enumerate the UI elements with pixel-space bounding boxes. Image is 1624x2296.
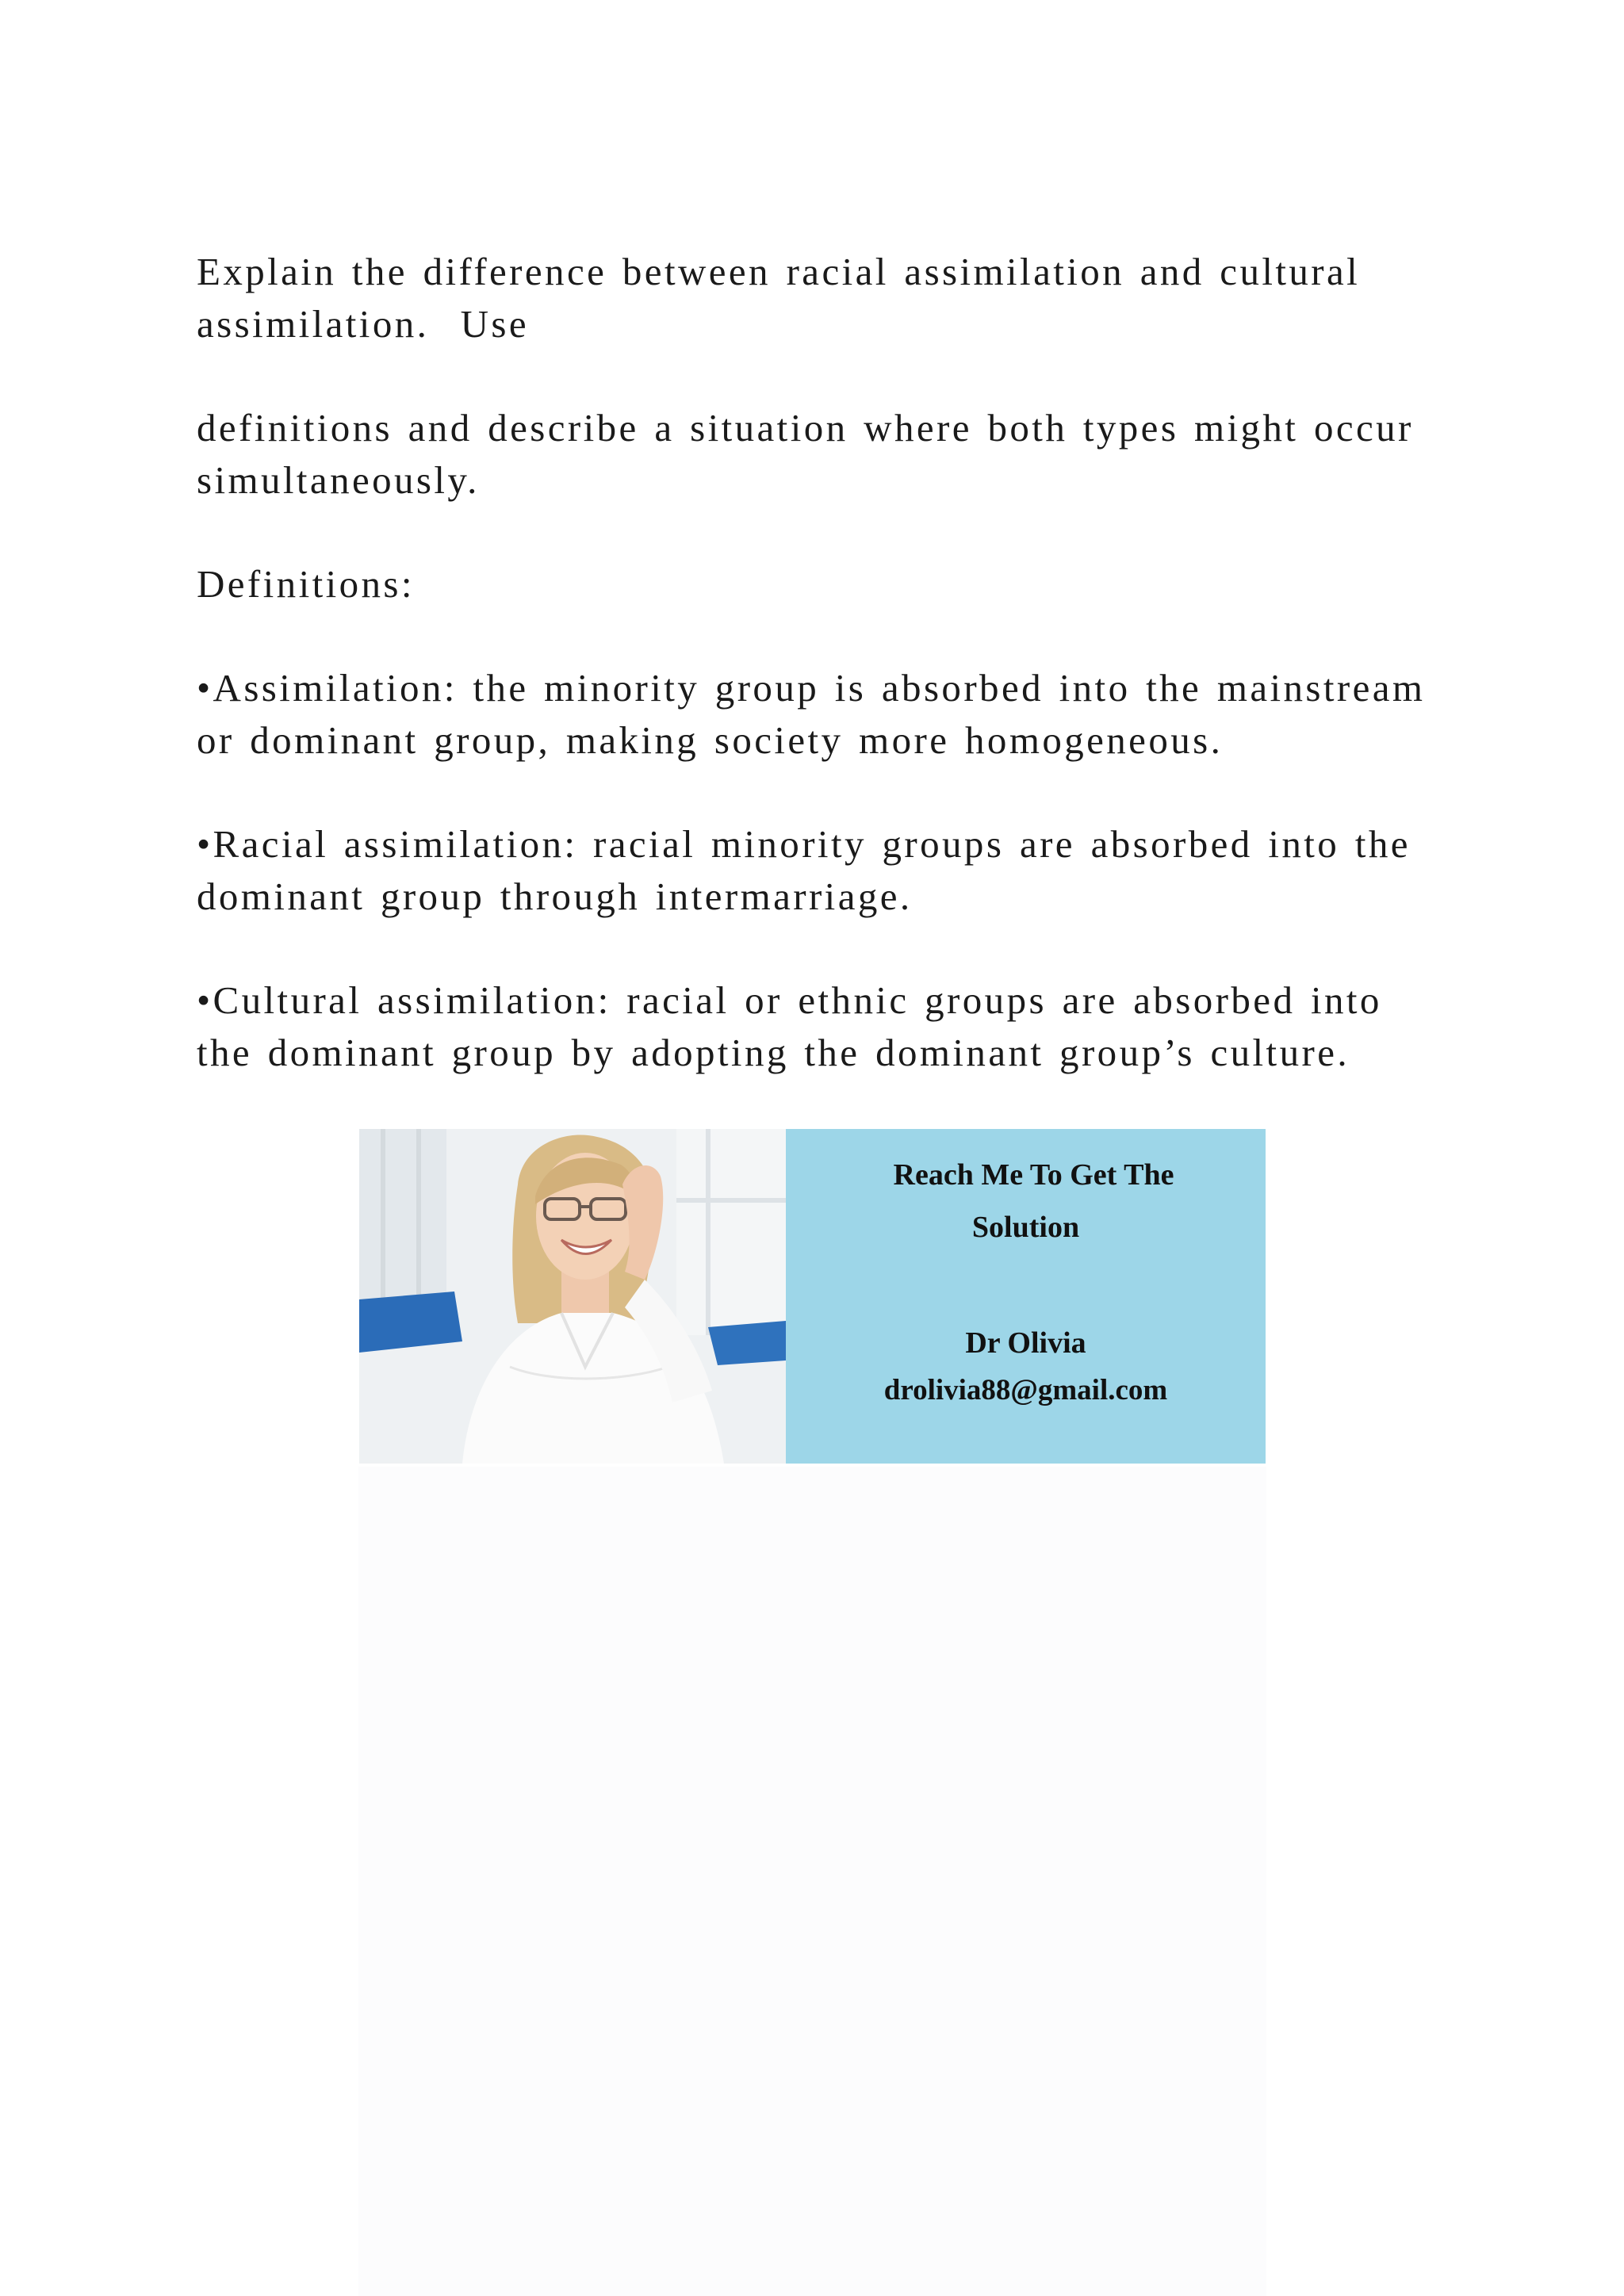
question-text	[197, 246, 1442, 1079]
banner-headline-line1: Reach Me To Get The	[893, 1158, 1174, 1192]
paragraph-racial-assimilation: •Racial assimilation: racial minority groups are absorbed into the dominant group through intermarriage.	[197, 822, 1427, 918]
banner-contact-email[interactable]: drolivia88@gmail.com	[883, 1374, 1168, 1406]
contact-panel[interactable]	[786, 1129, 1266, 1464]
paragraph-assimilation: •Assimilation: the minority group is absorbed into the mainstream or dominant group, making society more homogeneous.	[197, 666, 1442, 762]
contact-banner[interactable]	[359, 1129, 1266, 1464]
paragraph-question: Explain the difference between racial assimilation and cultural assimilation. Use	[197, 250, 1376, 346]
paragraph-cultural-assimilation: •Cultural assimilation: racial or ethnic groups are absorbed into the dominant group by adopting the dominant group’s culture.	[197, 978, 1398, 1074]
woman-photo-illustration	[359, 1129, 786, 1464]
banner-headline-line2: Solution	[971, 1211, 1080, 1244]
woman-photo	[359, 1129, 786, 1464]
paragraph-instructions: definitions and describe a situation where both types might occur simultaneously.	[197, 406, 1430, 502]
paragraph-definitions-heading: Definitions:	[197, 562, 415, 606]
page-shadow	[358, 1467, 1266, 2296]
banner-contact-name: Dr Olivia	[965, 1326, 1086, 1360]
